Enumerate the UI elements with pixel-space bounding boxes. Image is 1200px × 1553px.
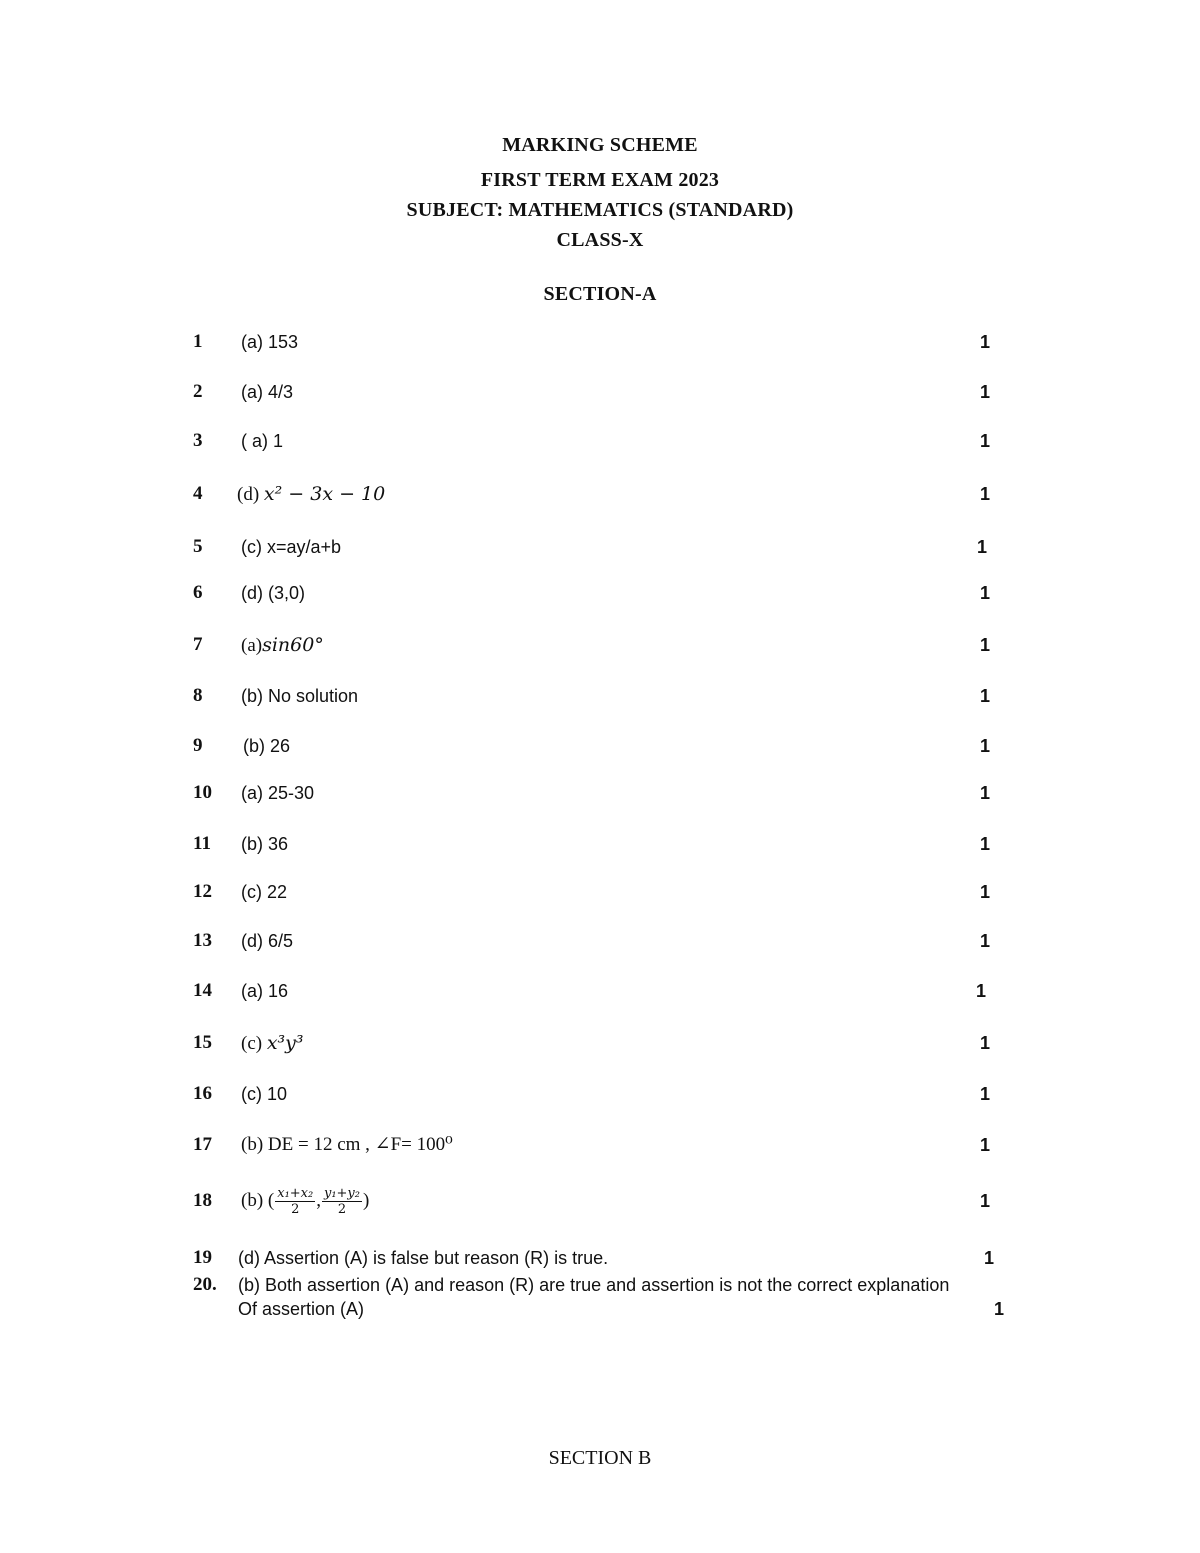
answer-row [0, 1079, 1200, 1109]
answer-text: (b) DE = 12 cm , ∠F= 100⁰ [241, 1134, 453, 1155]
question-number: 14 [193, 980, 212, 1001]
doc-title: MARKING SCHEME [502, 134, 698, 156]
mark-value: 1 [976, 981, 987, 1001]
answer-text: (a) 16 [241, 981, 289, 1001]
question-number: 9 [193, 735, 203, 756]
answer-row [0, 479, 1200, 509]
answer-row [0, 1186, 1200, 1216]
mark-value: 1 [980, 834, 991, 854]
option-label: (a) [241, 635, 263, 656]
question-number: 1 [193, 331, 203, 352]
mark-value: 1 [980, 783, 991, 803]
answer-text: (d) 6/5 [241, 931, 294, 951]
answer-row [0, 1272, 1200, 1322]
answer-row [0, 578, 1200, 608]
answer-row [0, 426, 1200, 456]
answer-text: (d) Assertion (A) is false but reason (R) is true. [238, 1248, 609, 1268]
mark-value: 1 [980, 1084, 991, 1104]
question-number: 16 [193, 1083, 212, 1104]
option-label: (c) [241, 1033, 263, 1054]
answer-text: (c) 10 [241, 1084, 288, 1104]
answer-text: (b) No solution [241, 686, 359, 706]
question-number: 12 [193, 881, 212, 902]
fraction-numerator: y₁+y₂ [323, 1186, 360, 1202]
answer-row [0, 327, 1200, 357]
answer-row [0, 1245, 1200, 1271]
mark-value: 1 [977, 537, 988, 557]
question-number: 10 [193, 782, 212, 803]
question-number: 18 [193, 1190, 212, 1211]
subject: SUBJECT: MATHEMATICS (STANDARD) [406, 199, 794, 221]
option-label: (d) [237, 484, 260, 505]
answer-row [0, 532, 1200, 562]
answer-text: (b) 36 [241, 834, 289, 854]
class-label: CLASS-X [556, 229, 644, 251]
fraction-denominator: 2 [291, 1202, 300, 1218]
question-number: 4 [193, 483, 203, 504]
fraction-denominator: 2 [337, 1202, 347, 1218]
question-number: 15 [193, 1032, 212, 1053]
question-number: 17 [193, 1134, 212, 1155]
question-number: 2 [193, 381, 203, 402]
question-number: 7 [193, 634, 203, 655]
mark-value: 1 [980, 382, 991, 402]
answer-text: (c) x=ay/a+b [241, 537, 342, 557]
answer-text [241, 630, 324, 661]
exam-name: FIRST TERM EXAM 2023 [480, 169, 720, 191]
mark-value: 1 [980, 736, 991, 756]
answer-row [0, 630, 1200, 660]
mark-value: 1 [980, 583, 991, 603]
question-number: 6 [193, 582, 203, 603]
mark-value: 1 [980, 882, 991, 902]
mark-value: 1 [980, 484, 991, 504]
answer-row [0, 778, 1200, 808]
answer-text [241, 1028, 304, 1059]
math-expression: x³y³ [266, 1032, 304, 1054]
answer-row [0, 681, 1200, 711]
mark-value: 1 [980, 1135, 991, 1155]
question-number: 8 [193, 685, 203, 706]
answer-row [0, 829, 1200, 859]
question-number: 19 [193, 1247, 212, 1268]
answer-row [0, 731, 1200, 761]
answer-text: (b) 26 [243, 736, 291, 756]
answer-text: ( a) 1 [241, 431, 284, 451]
math-expression: sin60° [262, 634, 324, 656]
mark-value: 1 [980, 686, 991, 706]
answer-text: (c) 22 [241, 882, 288, 902]
question-number: 20. [193, 1274, 217, 1295]
answer-text: (a) 25-30 [241, 783, 315, 803]
mark-value: 1 [980, 635, 991, 655]
answer-text-line1: (b) Both assertion (A) and reason (R) are true and assertion is not the correct explanation [238, 1275, 950, 1295]
fraction-y [322, 1186, 362, 1217]
question-number: 13 [193, 930, 212, 951]
fraction-numerator: x₁+x₂ [277, 1186, 314, 1202]
answer-text: (d) (3,0) [241, 583, 306, 603]
answer-row [0, 1130, 1200, 1160]
section-a-heading: SECTION-A [543, 283, 657, 305]
math-expression: x² − 3x − 10 [263, 483, 386, 505]
answer-row [0, 377, 1200, 407]
question-number: 3 [193, 430, 203, 451]
mark-value: 1 [980, 332, 991, 352]
answer-text [237, 479, 385, 510]
mark-value: 1 [980, 1033, 991, 1053]
answer-row [0, 877, 1200, 907]
question-number: 5 [193, 536, 203, 557]
answer-row [0, 1028, 1200, 1058]
answer-text: (a) 153 [241, 332, 299, 352]
answer-row [0, 976, 1200, 1006]
mark-value: 1 [980, 931, 991, 951]
answer-text: (a) 4/3 [241, 382, 294, 402]
mark-value: 1 [980, 1191, 991, 1211]
question-number: 11 [193, 833, 211, 854]
answer-text: (b) ( $\frac{\text{x₁+x₂}}{2}$ , $\frac{\text{y₁+y₂}}{2}$ ) [241, 1186, 370, 1218]
answer-row [0, 926, 1200, 956]
fraction-x [275, 1186, 315, 1217]
mark-value: 1 [980, 431, 991, 451]
mark-value: 1 [984, 1248, 995, 1268]
answer-text-line2: Of assertion (A) [238, 1299, 365, 1319]
mark-value: 1 [994, 1299, 1005, 1319]
option-label: (b) [241, 1190, 264, 1211]
section-b-heading: SECTION B [548, 1447, 652, 1469]
